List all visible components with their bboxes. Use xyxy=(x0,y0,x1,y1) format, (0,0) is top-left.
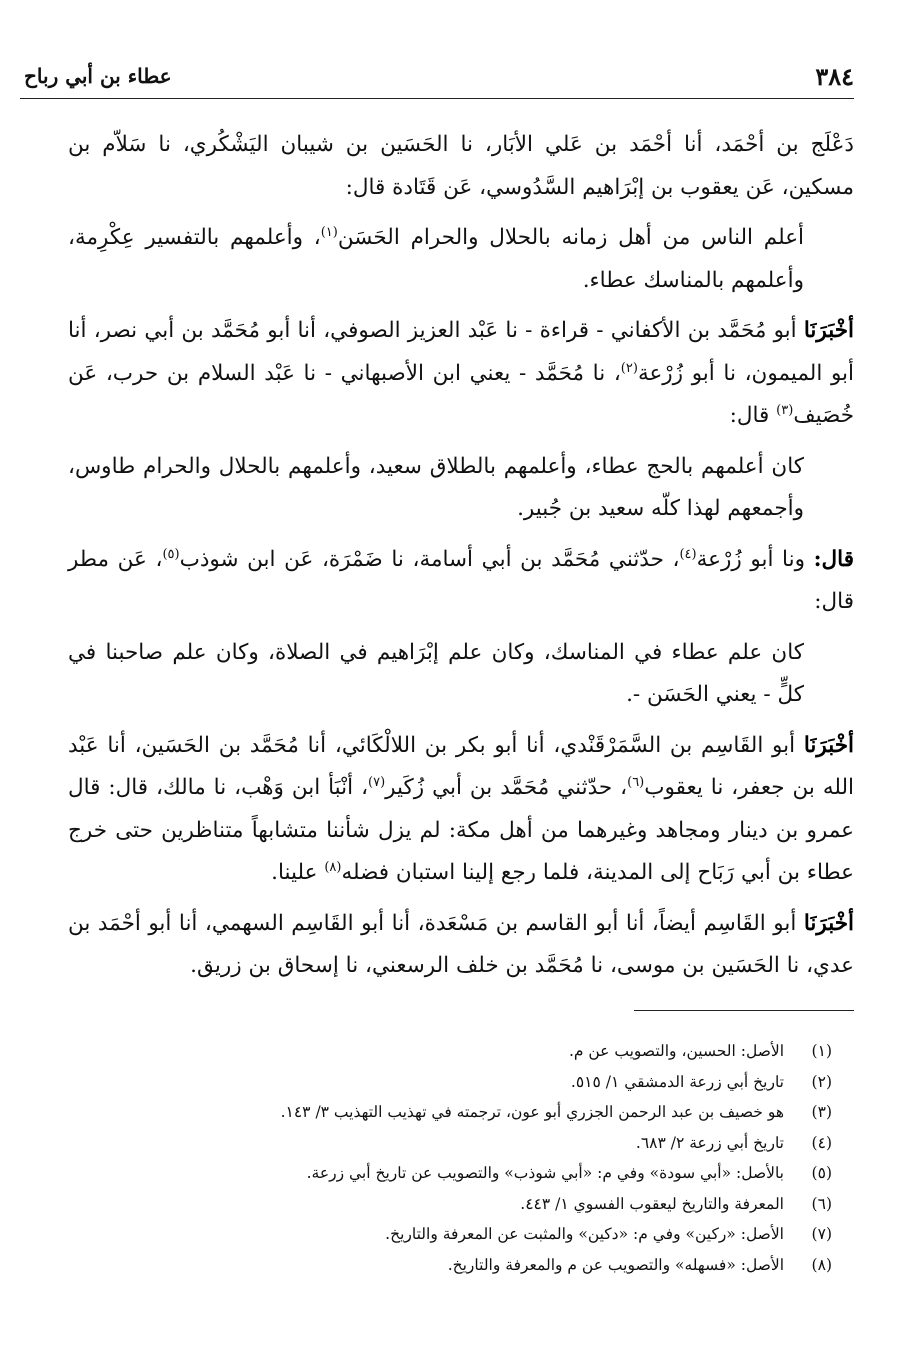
footnote-ref: (١) xyxy=(320,224,338,240)
footnote-ref: (٧) xyxy=(368,774,386,790)
paragraph-text: ، أنْبَأ ابن وَهْب، نا مالك، قال: قال عمرو بن دينار ومجاهد وغيرهما من أهل مكة: لم يزل شأننا متشابهاً متناظرين حتى خرج عطاء بن أبي رَبَاح إلى المدينة، فلما رجع إلينا استبان فضله xyxy=(68,775,854,885)
footnote-ref: (٥) xyxy=(162,546,180,562)
footnote xyxy=(92,1250,832,1281)
footnote-number: (٨) xyxy=(811,1255,832,1274)
footnotes xyxy=(92,1036,832,1280)
footnote xyxy=(92,1128,832,1159)
footnote-ref: (٤) xyxy=(679,546,697,562)
paragraph-text: ونا أبو زُرْعة xyxy=(696,546,814,572)
footnote-number: (٦) xyxy=(811,1194,832,1213)
paragraph-text: دَعْلَج بن أحْمَد، أنا أحْمَد بن عَلي الأبَار، نا الحَسَين بن شيبان اليَشْكُري، نا سَلاّم بن مسكين، عَن يعقوب بن إبْرَاهيم السَّدُوسي، عَن قَتَادة قال: xyxy=(68,132,854,200)
page-number: ٣٨٤ xyxy=(815,62,854,91)
footnote-number: (٥) xyxy=(811,1164,832,1182)
footnote-text: المعرفة والتاريخ ليعقوب الفسوي ١/ ٤٤٣. xyxy=(520,1194,784,1213)
paragraph-text: قال: xyxy=(729,403,777,428)
running-title: عطاء بن أبي رباح xyxy=(24,64,172,88)
footnote xyxy=(92,1189,832,1220)
footnote xyxy=(92,1036,832,1067)
lead-word: أخْبَرَنَا xyxy=(803,318,854,343)
footnote-ref: (٨) xyxy=(324,859,342,875)
paragraph-text: كان علم عطاء في المناسك، وكان علم إبْرَاهيم في الصلاة، وكان علم صاحبنا في كلٍّ - يعني الحَسَن -. xyxy=(68,639,804,707)
paragraph xyxy=(68,124,854,209)
footnote-number: (٧) xyxy=(811,1225,832,1243)
lead-word: أخْبَرَنَا xyxy=(803,732,854,758)
main-text xyxy=(68,124,854,988)
paragraph-text: ، حدّثني مُحَمَّد بن أبي زُكَير xyxy=(385,775,628,800)
lead-word: قال: xyxy=(813,546,854,572)
paragraph-text: ، حدّثني مُحَمَّد بن أبي أسامة، نا ضَمْرَة، عَن ابن شوذب xyxy=(179,546,680,572)
paragraph-text: علينا. xyxy=(271,860,325,885)
footnote-text: تاريخ أبي زرعة الدمشقي ١/ ٥١٥. xyxy=(570,1072,784,1091)
footnote-number: (١) xyxy=(811,1042,832,1060)
paragraph xyxy=(68,903,854,988)
footnote xyxy=(92,1067,832,1098)
paragraph xyxy=(68,725,854,895)
paragraph-text: أبو القَاسِم بن السَّمَرْقَنْدي، أنا أبو بكر بن اللالْكَائي، أنا مُحَمَّد بن الحَسَين، أنا عَبْد الله بن جعفر، نا يعقوب xyxy=(68,732,855,800)
footnote xyxy=(92,1158,832,1189)
paragraph-text: أعلم الناس من أهل زمانه بالحلال والحرام الحَسَن xyxy=(337,225,804,250)
footnote-ref: (٦) xyxy=(627,774,645,790)
paragraph xyxy=(68,217,854,302)
paragraph-text: ، عَن مطر قال: xyxy=(68,546,854,614)
footnote-text: تاريخ أبي زرعة ٢/ ٦٨٣. xyxy=(635,1133,784,1152)
footnote-text: الأصل: «ركين» وفي م: «دكين» والمثبت عن المعرفة والتاريخ. xyxy=(385,1225,784,1243)
footnote-number: (٣) xyxy=(811,1103,832,1121)
paragraph-text: ، وأعلمهم بالتفسير عِكْرِمة، وأعلمهم بالمناسك عطاء. xyxy=(68,225,804,293)
paragraph xyxy=(68,539,854,624)
paragraph xyxy=(68,310,854,438)
paragraph-text: كان أعلمهم بالحج عطاء، وأعلمهم بالطلاق سعيد، وأعلمهم بالحلال والحرام طاوس، وأجمعهم لهذا كلّه سعيد بن جُبير. xyxy=(68,453,804,521)
lead-word: أخْبَرَنَا xyxy=(803,910,854,936)
paragraph-text: ، نا مُحَمَّد - يعني ابن الأصبهاني - نا عَبْد السلام بن حرب، عَن خُصَيف xyxy=(68,360,854,428)
footnote-text: هو خصيف بن عبد الرحمن الجزري أبو عون، ترجمته في تهذيب التهذيب ٣/ ١٤٣. xyxy=(280,1103,784,1121)
footnote-text: الأصل: الحسين، والتصويب عن م. xyxy=(568,1042,784,1060)
footnote xyxy=(92,1219,832,1250)
footnote-divider xyxy=(634,1010,854,1011)
footnote-ref: (٣) xyxy=(776,402,794,418)
footnote-text: بالأصل: «أبي سودة» وفي م: «أبي شوذب» والتصويب عن تاريخ أبي زرعة. xyxy=(306,1164,784,1182)
footnote-number: (٤) xyxy=(811,1133,832,1152)
footnote xyxy=(92,1097,832,1128)
footnote-ref: (٢) xyxy=(620,360,638,376)
paragraph-text: أبو القَاسِم أيضاً، أنا أبو القاسم بن مَسْعَدة، أنا أبو القَاسِم السهمي، أنا أبو أحْمَد بن عدي، نا الحَسَين بن موسى، نا مُحَمَّد بن خلف الرسعني، نا إسحاق بن زريق. xyxy=(68,910,854,978)
paragraph xyxy=(68,632,854,717)
paragraph xyxy=(68,446,854,531)
footnote-text: الأصل: «فسهله» والتصويب عن م والمعرفة والتاريخ. xyxy=(447,1255,784,1274)
footnote-number: (٢) xyxy=(811,1072,832,1091)
page-header xyxy=(20,58,854,99)
paragraph-text: أبو مُحَمَّد بن الأكفاني - قراءة - نا عَبْد العزيز الصوفي، أنا أبو مُحَمَّد بن أبي نصر، أنا أبو الميمون، نا أبو زُرْعة xyxy=(68,318,855,386)
